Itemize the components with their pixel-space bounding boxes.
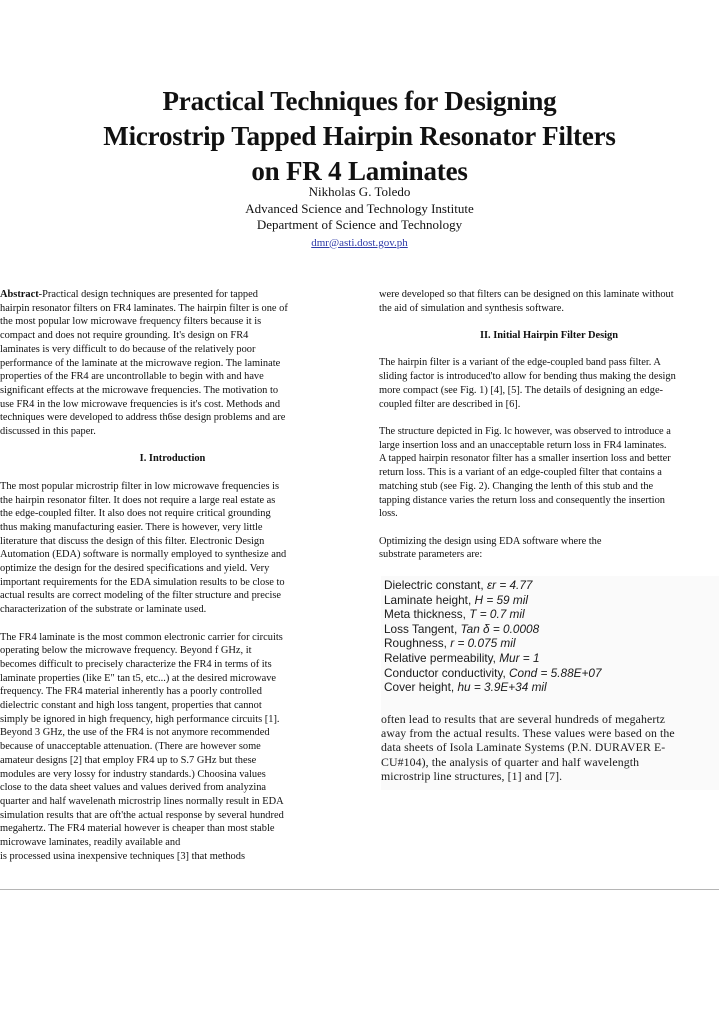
abstract-line: use FR4 in the low microwave frequencies is it's cost. Methods and (0, 398, 281, 410)
scanned-parameters-image (381, 576, 719, 790)
section-heading-introduction: I. Introduction (139, 453, 206, 465)
title-line-3: on FR 4 Laminates (251, 156, 468, 186)
text-line: the aid of simulation and synthesis software. (379, 302, 564, 314)
param-laminate-height: Laminate height, H = 59 mil (384, 592, 528, 607)
text-line: is processed usina inexpensive techniques [3] that methods (0, 850, 245, 862)
text-line: substrate parameters are: (379, 549, 483, 561)
text-line: sliding factor is introduced'to allow for bending thus making the design (379, 371, 676, 383)
text-line: simply be ignored in high frequency, high performance circuits [1]. (0, 713, 280, 725)
text-line: microstrip line structures, [1] and [7]. (381, 768, 563, 783)
text-line: The hairpin filter is a variant of the edge-coupled band pass filter. A (379, 357, 661, 369)
text-line: amateur designs [2] that employ FR4 up to S.7 GHz but these (0, 754, 257, 766)
text-line: important requirements for the EDA simulation results to be close to (0, 576, 285, 588)
substrate-parameter-list (384, 578, 602, 695)
design-paragraph-3 (379, 535, 719, 562)
param-metal-thickness: Meta thickness, T = 0.7 mil (384, 607, 525, 622)
text-line: because of unacceptable attenuation. (There are however some (0, 741, 261, 753)
abstract-line: performance of the laminate at the microwave region. The laminate (0, 357, 281, 369)
text-line: The structure depicted in Fig. lc however, was observed to introduce a (379, 425, 671, 437)
affiliation-institute: Advanced Science and Technology Institute (245, 200, 474, 216)
param-relative-permeability: Relative permeability, Mur = 1 (384, 650, 540, 665)
text-line: large insertion loss and an unacceptable return loss in FR4 laminates. (379, 439, 667, 451)
text-line: away from the actual results. These values were based on the (381, 726, 675, 741)
left-column (0, 288, 345, 863)
param-loss-tangent: Loss Tangent, Tan δ = 0.0008 (384, 621, 540, 636)
text-line: were developed so that filters can be designed on this laminate without (379, 289, 674, 300)
text-line: thus making manufacturing easier. There is however, very little (0, 521, 263, 533)
page-bottom-divider (0, 889, 719, 890)
param-roughness: Roughness, r = 0.075 mil (384, 636, 516, 651)
intro-paragraph-2 (0, 631, 345, 864)
text-line: operating below the microwave frequency. Beyond f GHz, it (0, 645, 252, 657)
abstract-line: the most popular low microwave frequency filters because it is (0, 316, 262, 328)
text-line: becomes difficult to precisely characterize the FR4 in terms of its (0, 658, 272, 670)
text-line: matching stub (see Fig. 2). Changing the lenth of this stub and the (379, 480, 654, 492)
author-block (0, 184, 719, 251)
title-line-1: Practical Techniques for Designing (162, 86, 557, 116)
text-line: coupled filter are described in [6]. (379, 398, 521, 410)
abstract-line: discussed in this paper. (0, 426, 96, 438)
abstract-line: significant effects at the microwave frequencies. The motivation to (0, 384, 279, 396)
design-paragraph-2 (379, 425, 719, 521)
text-line: literature that discuss the design of this filter. Electronic Design (0, 535, 265, 547)
text-line: frequency. The FR4 material inherently has a poorly controlled (0, 686, 262, 698)
text-line: the edge-coupled filter. It also does not require critical grounding (0, 508, 271, 520)
text-line: laminate properties (like E" tan t5, etc...) at the desired microwave (0, 672, 277, 684)
title-line-2: Microstrip Tapped Hairpin Resonator Filters (103, 121, 616, 151)
text-line: A tapped hairpin resonator filter has a smaller insertion loss and better (379, 453, 671, 465)
text-line: The FR4 laminate is the most common electronic carrier for circuits (0, 631, 283, 643)
abstract-paragraph (0, 288, 345, 439)
abstract-line: laminates is very difficult to do because of the relatively poor (0, 343, 256, 355)
text-line: Optimizing the design using EDA software where the (379, 535, 602, 547)
abstract-line: compact and does not require grounding. It's design on FR4 (0, 330, 249, 342)
text-line: tapping distance varies the return loss and consequently the insertion (379, 494, 665, 506)
design-paragraph-1 (379, 356, 719, 411)
text-line: characterization of the substrate or laminate used. (0, 604, 207, 616)
param-cover-height: Cover height, hu = 3.9E+34 mil (384, 680, 547, 695)
scanned-note-paragraph (381, 712, 719, 783)
text-line: CU#104), the analysis of quarter and half wavelength (381, 754, 640, 769)
section-heading-initial-design: II. Initial Hairpin Filter Design (479, 330, 619, 342)
text-line: data sheets of Isola Laminate Systems (P.N. DURAVER E- (381, 740, 666, 755)
author-name: Nikholas G. Toledo (308, 184, 411, 199)
right-column (379, 288, 719, 562)
text-line: microwave laminates, readily available and (0, 837, 181, 849)
author-email-link[interactable]: dmr@asti.dost.gov.ph (311, 236, 408, 249)
text-line: close to the data sheet values and values derived from analyzina (0, 782, 267, 794)
abstract-line: hairpin resonator filters on FR4 laminates. The hairpin filter is one of (0, 302, 288, 314)
text-line: The most popular microstrip filter in low microwave frequencies is (0, 480, 280, 492)
text-line: Beyond 3 GHz, the use of the FR4 is not anymore recommended (0, 727, 270, 739)
text-line: often lead to results that are several hundreds of megahertz (381, 712, 666, 726)
abstract-line: techniques were developed to address th6se design problems and are (0, 412, 286, 424)
text-line: modules are very lossy for industry standards.) Choosina values (0, 768, 266, 780)
text-line: more compact (see Fig. 1) [4], [5]. The details of designing an edge- (379, 384, 664, 396)
param-conductor-conductivity: Conductor conductivity, Cond = 5.88E+07 (384, 665, 602, 680)
abstract-line: properties of the FR4 are uncontrollable to begin with and have (0, 371, 264, 383)
text-line: the hairpin resonator filter. It does not require a large real estate as (0, 494, 276, 506)
text-line: loss. (379, 508, 398, 520)
text-line: return loss. This is a variant of an edge-coupled filter that contains a (379, 467, 662, 479)
param-dielectric-constant: Dielectric constant, εr = 4.77 (384, 578, 533, 592)
text-line: optimize the design for the desired specifications and yield. Very (0, 563, 270, 575)
text-line: dielectric constant and high loss tangent, properties that cannot (0, 700, 262, 712)
paper-title (0, 84, 719, 189)
text-line: simulation results that are oft'the actual response by several hundred (0, 809, 284, 821)
text-line: actual results are correct modeling of the filter structure and precise (0, 590, 281, 602)
text-line: Automation (EDA) software is normally employed to synthesize and (0, 549, 287, 561)
intro-paragraph-1 (0, 480, 345, 617)
affiliation-department: Department of Science and Technology (256, 217, 463, 232)
abstract-label: Abstract (0, 289, 39, 300)
text-line: quarter and half wavelenath microstrip lines normally result in EDA (0, 795, 284, 807)
abstract-line: -Practical design techniques are presented for tapped (38, 289, 258, 300)
continued-paragraph (379, 288, 719, 315)
text-line: megahertz. The FR4 material however is cheaper than most stable (0, 823, 275, 835)
